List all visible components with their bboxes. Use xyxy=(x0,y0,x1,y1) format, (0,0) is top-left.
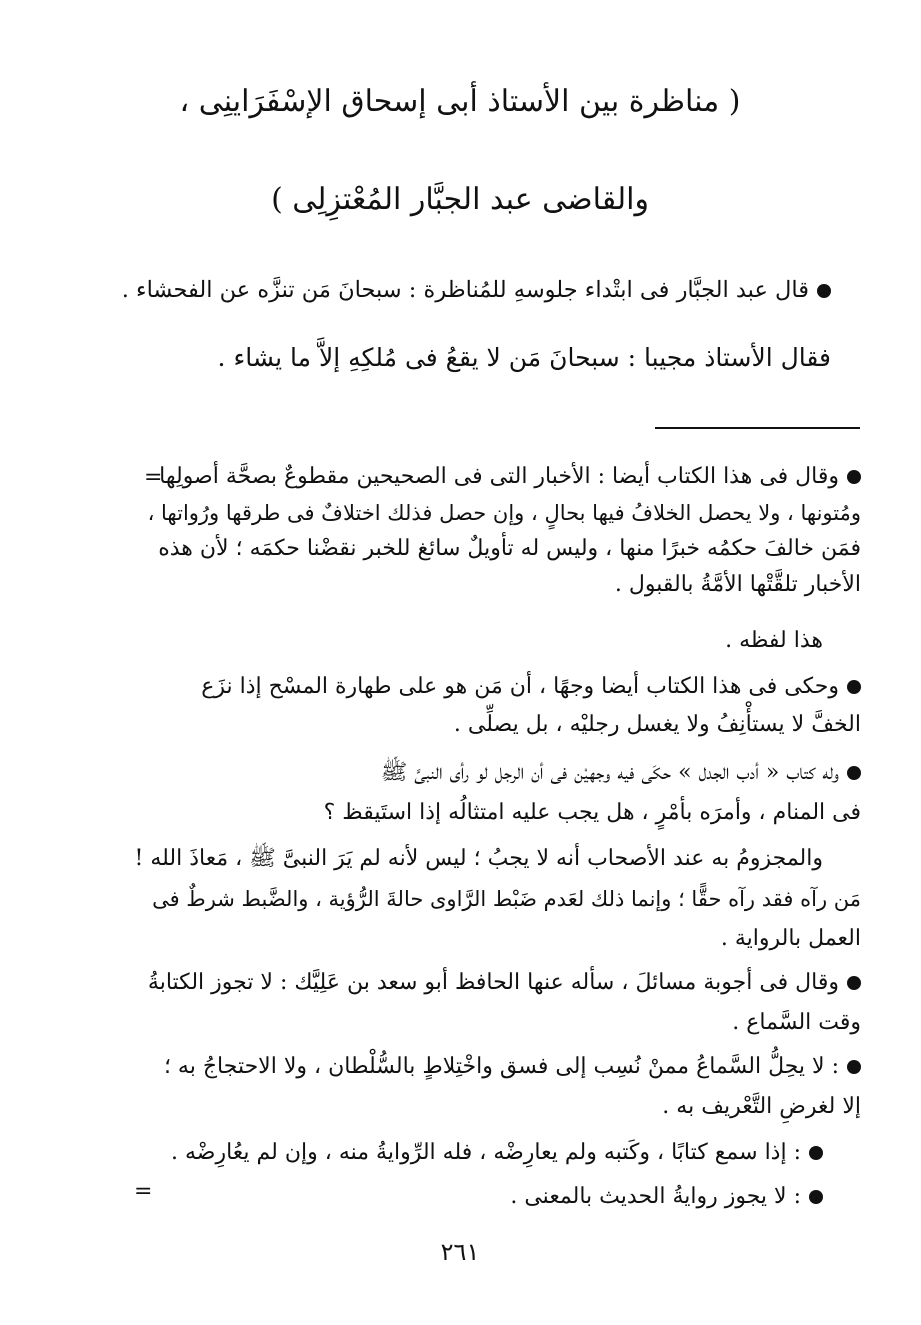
footnote-p1-line-4: الأخبار تلقَّتْها الأمَّةُ بالقبول . xyxy=(614,572,861,597)
footnote-p3-line-2: الخفَّ لا يستأْنِفُ ولا يغسل رجليْه ، بل يصلِّى . xyxy=(453,712,861,737)
footnote-text: : لا يجوز روايةُ الحديث بالمعنى . xyxy=(510,1184,801,1209)
footnote-p5-line-3: العمل بالرواية . xyxy=(720,926,861,951)
page-number: ٢٦١ xyxy=(440,1238,480,1266)
footnote-p1-line-3: فمَن خالفَ حكمُه خبرًا منها ، وليس له تأويلٌ سائغ للخبر نقضْنا حكمَه ؛ لأن هذه xyxy=(158,536,861,561)
footnote-p5-line-2: مَن رآه فقد رآه حقًّا ؛ وإنما ذلك لعَدم ضَبْط الرَّاوى حالةَ الرُّؤية ، والضَّبط شرطٌ فى xyxy=(152,887,861,911)
title-line-1: ( مناظرة بين الأستاذ أبى إسحاق الإسْفَرَاينِى ، xyxy=(179,84,741,119)
footnote-p6-line-1 xyxy=(148,966,861,1000)
debate-line-1 xyxy=(122,272,831,308)
bullet-icon xyxy=(809,1190,823,1204)
footnote-separator xyxy=(655,427,860,429)
footnote-p1-line-1 xyxy=(159,460,861,494)
footnote-p2: هذا لفظه . xyxy=(725,628,823,653)
bullet-icon xyxy=(847,680,861,694)
continuation-mark: = xyxy=(144,465,163,490)
footnote-text: وحكى فى هذا الكتاب أيضا وجهًا ، أن مَن هو على طهارة المسْح إذا نزَع xyxy=(201,674,839,699)
debate-line-2: فقال الأستاذ مجيبا : سبحانَ مَن لا يقعُ فى مُلكِهِ إلاَّ ما يشاء . xyxy=(217,343,831,372)
bullet-icon xyxy=(847,470,861,484)
footnote-text: : إذا سمع كتابًا ، وكَتبه ولم يعارِضْه ، فله الرِّوايةُ منه ، وإن لم يعُارِضْه . xyxy=(171,1140,801,1165)
footnote-p6-line-2: وقت السَّماع . xyxy=(732,1010,861,1035)
footnote-p9 xyxy=(510,1180,823,1214)
footnote-p4-line-1 xyxy=(381,756,861,790)
footnote-text: : لا يحِلُّ السَّماعُ ممنْ نُسِب إلى فسق واخْتِلاطٍ بالسُّلْطان ، ولا الاحتجاجُ به ؛ xyxy=(163,1054,839,1079)
debate-text-1: قال عبد الجبَّار فى ابتْداء جلوسهِ للمُناظرة : سبحانَ مَن تنزَّه عن الفحشاء . xyxy=(121,277,809,303)
footnote-p4-line-2: فى المنام ، وأمرَه بأمْرٍ ، هل يجب عليه امتثالُه إذا استَيقظ ؟ xyxy=(323,800,861,825)
bullet-icon xyxy=(847,766,861,780)
continuation-mark-bottom: = xyxy=(134,1179,153,1204)
footnote-p8 xyxy=(171,1136,823,1170)
footnote-p5-line-1: والمجزومُ به عند الأصحاب أنه لا يجبُ ؛ ليس لأنه لم يَرَ النبىَّ ﷺ ، مَعاذَ الله ! xyxy=(134,846,823,871)
footnote-p1-line-2: ومُتونها ، ولا يحصل الخلافُ فيها بحالٍ ، وإن حصل فذلك اختلافٌ فى طرقها ورُواتها ، xyxy=(147,501,861,525)
bullet-icon xyxy=(847,1060,861,1074)
title-line-2: والقاضى عبد الجبَّار المُعْتزِلِى ) xyxy=(271,182,649,217)
footnote-p7-line-1 xyxy=(164,1050,861,1084)
bullet-icon xyxy=(847,976,861,990)
footnote-text: وله كتاب « أدب الجدل » حكَى فيه وجهيْن فى أن الرجل لو رأى النبىَّ ﷺ xyxy=(380,760,839,785)
bullet-icon xyxy=(809,1146,823,1160)
footnote-p7-line-2: إلا لغرضِ التَّعْريف به . xyxy=(662,1094,861,1119)
bullet-icon xyxy=(817,284,831,298)
footnote-text: وقال فى هذا الكتاب أيضا : الأخبار التى فى الصحيحين مقطوعٌ بصحَّة أصولِها xyxy=(159,464,839,489)
footnote-p3-line-1 xyxy=(201,670,861,704)
footnote-text: وقال فى أجوبة مسائلَ ، سأله عنها الحافظ أبو سعد بن عَلِيَّك : لا تجوز الكتابةُ xyxy=(147,970,839,995)
